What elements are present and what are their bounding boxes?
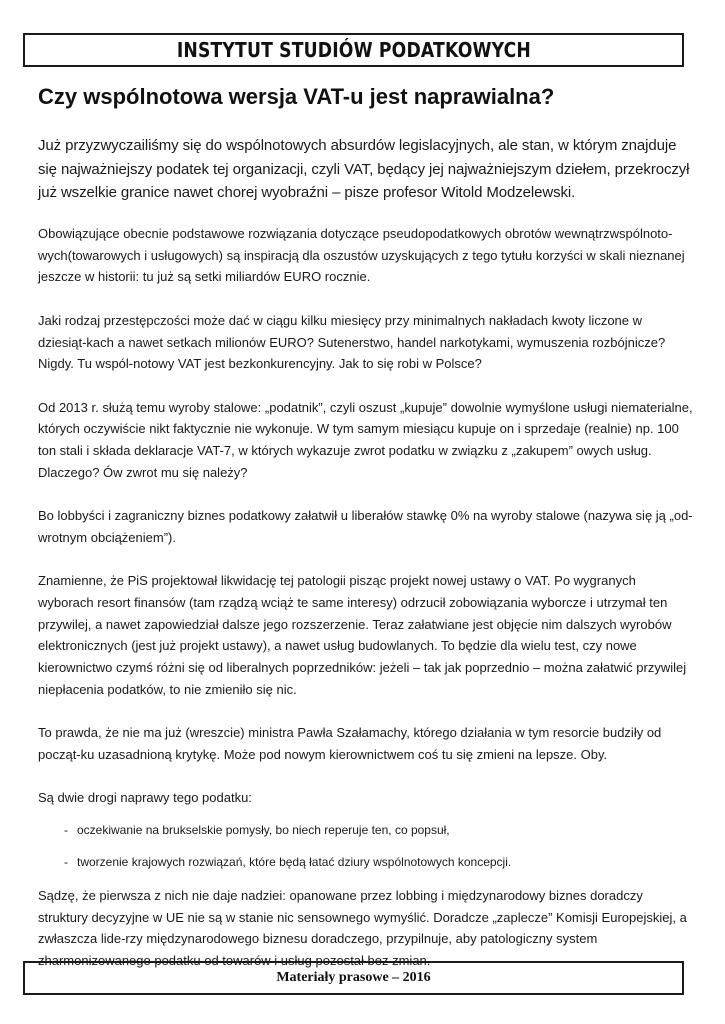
paragraph: Znamienne, że PiS projektował likwidację tej patologii pisząc projekt nowej ustawy o VAT. Po wygranych wyborach resort finansów (tam rządzą wciąż te same interesy) odrzucił zobowiązania wyborcze i utrzymał ten przywilej, a nawet zapowiedział dalsze jego rozszerzenie. Teraz załatwiane jest objęcie nim dalszych wyrobów elektronicznych (jest już projekt ustawy), a nawet usług budowlanych. To będzie dla wielu test, czy nowe kierownictwo czymś różni się od liberalnych poprzedników: jeżeli – tak jak poprzednio – można załatwić przywilej niepłacenia podatków, to nie zmieniło się nic. bbox=[38, 573, 687, 697]
list-dash: - bbox=[64, 822, 68, 837]
footer-text: Materiały prasowe – 2016 bbox=[276, 970, 431, 985]
article-title: Czy wspólnotowa wersja VAT-u jest naprawialna? bbox=[38, 84, 555, 109]
list-item bbox=[64, 853, 694, 871]
paragraph: To prawda, że nie ma już (wreszcie) ministra Pawła Szałamachy, którego działania w tym resorcie budziły od począt-ku uzasadnioną krytykę. Może pod nowym kierownictwem coś tu się zmieni na lepsze. Oby. bbox=[38, 725, 662, 762]
paragraph: Obowiązujące obecnie podstawowe rozwiązania dotyczące pseudopodatkowych obrotów wewnątrzwspólnoto-wych(towarowych i usługowych) są inspiracją dla oszustów uzyskujących z tego tytułu korzyści w skali nieznanej jeszcze w historii: tu już są setki miliardów EURO rocznie. bbox=[38, 226, 685, 285]
header-banner bbox=[23, 33, 684, 67]
repair-options-list bbox=[38, 821, 694, 871]
closing-paragraph: Sądzę, że pierwsza z nich nie daje nadziei: opanowane przez lobbing i międzynarodowy biznes doradczy struktury decyzyjne w UE nie są w stanie nic sensownego wymyślić. Doradcze „zaplecze” Komisji Europejskiej, a zwłaszcza lide-rzy międzynarodowego biznesu doradczego, przypilnuje, aby patologiczny system zharmonizowanego podatku od towarów i usług pozostał bez zmian. bbox=[38, 887, 687, 968]
paragraph: Jaki rodzaj przestępczości może dać w ciągu kilku miesięcy przy minimalnych nakładach kwoty liczone w dziesiąt-kach a nawet setkach milionów EURO? Sutenerstwo, handel narkotykami, wymuszenia rozbójnicze? Nigdy. Tu wspól-notowy VAT jest bezkonkurencyjny. Jak to się robi w Polsce? bbox=[38, 312, 666, 372]
list-item bbox=[64, 821, 694, 839]
paragraph: Są dwie drogi naprawy tego podatku: bbox=[38, 790, 252, 806]
paragraph: Bo lobbyści i zagraniczny biznes podatkowy załatwił u liberałów stawkę 0% na wyroby stalowe (nazywa się ją „od-wrotnym obciążeniem”). bbox=[38, 508, 693, 545]
article-body bbox=[38, 223, 694, 993]
institute-name: INSTYTUT STUDIÓW PODATKOWYCH bbox=[176, 38, 531, 62]
article-lead: Już przyzwyczailiśmy się do wspólnotowych absurdów legislacyjnych, ale stan, w którym znajduje się najważniejszy podatek tej organizacji, czyli VAT, będący jej najważniejszym dziełem, przekroczył już wszelkie granice nawet chorej wyobraźni – pisze profesor Witold Modzelewski. bbox=[38, 137, 690, 201]
list-item-text: tworzenie krajowych rozwiązań, które będą łatać dziury wspólnotowych koncepcji. bbox=[77, 854, 512, 869]
paragraph: Od 2013 r. służą temu wyroby stalowe: „podatnik”, czyli oszust „kupuje” dowolnie wymyślone usługi niematerialne, których oczywiście nikt faktycznie nie wykonuje. W tym samym miesiącu kupuje on i sprzedaje (realnie) np. 100 ton stali i składa deklaracje VAT-7, w których wykazuje zwrot podatku w związku z „zakupem” owych usług. Dlaczego? Ów zwrot mu się należy? bbox=[38, 399, 693, 480]
footer-banner bbox=[23, 961, 684, 995]
list-item-text: oczekiwanie na brukselskie pomysły, bo niech reperuje ten, co popsuł, bbox=[77, 822, 450, 837]
list-dash: - bbox=[64, 854, 68, 869]
